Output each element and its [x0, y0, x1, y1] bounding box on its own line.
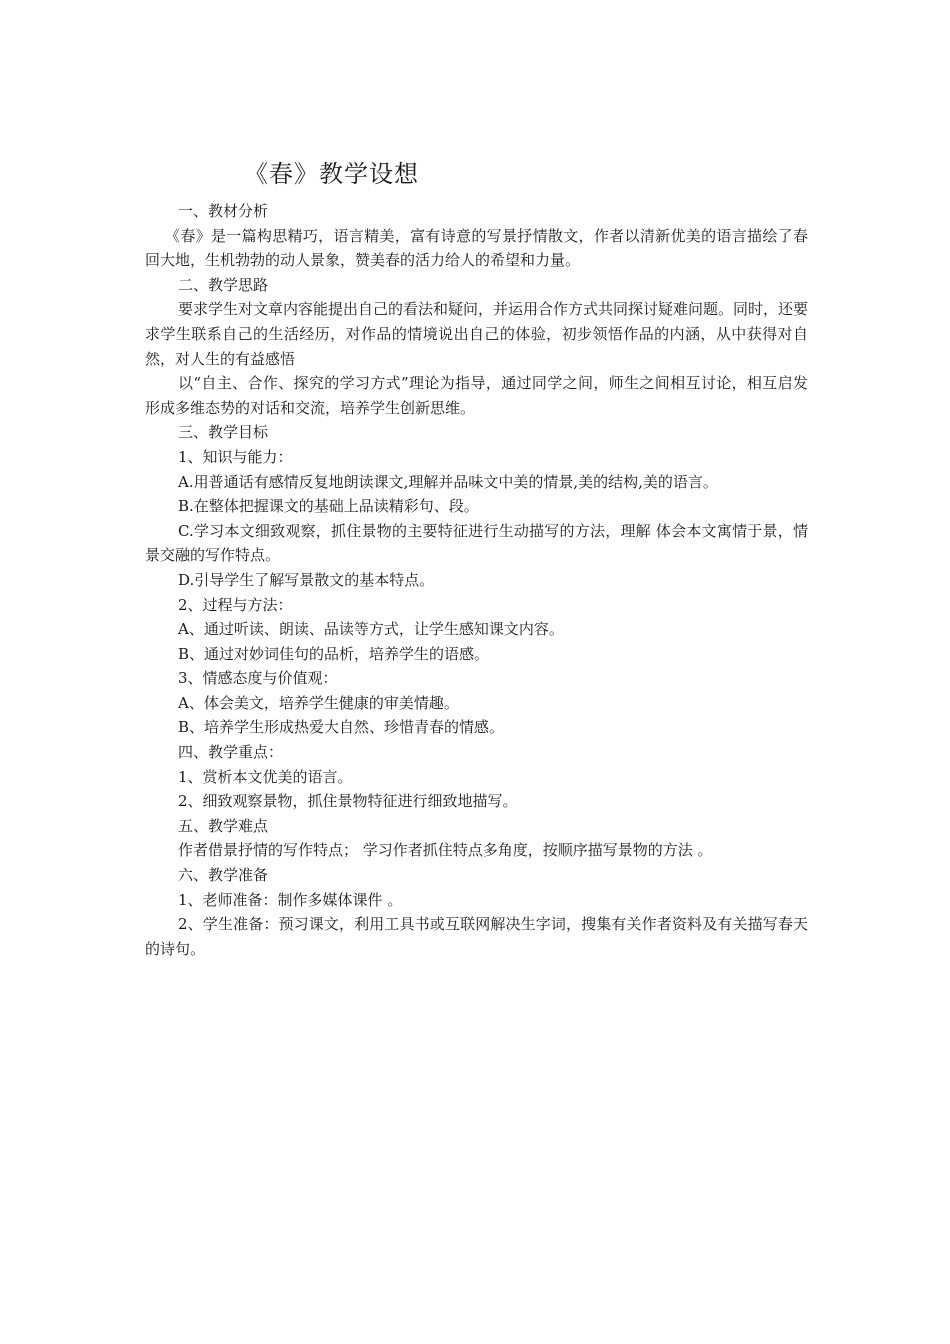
paragraph: 2、细致观察景物，抓住景物特征进行细致地描写。 [178, 792, 518, 811]
paragraph: 要求学生对文章内容能提出自己的看法和疑问，并运用合作方式共同探讨疑难问题。同时，还要求学生联系自己的生活经历，对作品的情境说出自己的体验，初步领悟作品的内涵，从中获得对自然，对人生的有益感悟 [145, 300, 809, 368]
paragraph: 一、教材分析 [178, 202, 269, 220]
paragraph: B、培养学生形成热爱大自然、珍惜青春的情感。 [178, 718, 505, 737]
paragraph: B.在整体把握课文的基础上品读精彩句、段。 [178, 497, 479, 516]
paragraph: D.引导学生了解写景散文的基本特点。 [178, 570, 435, 589]
paragraph: 三、教学目标 [178, 423, 269, 442]
paragraph: 3、情感态度与价值观： [178, 669, 338, 688]
paragraph: 2、过程与方法： [178, 595, 293, 614]
paragraph: 1、赏析本文优美的语言。 [178, 767, 353, 786]
paragraph: A、通过听读、朗读、品读等方式，让学生感知课文内容。 [178, 620, 564, 639]
paragraph: 六、教学准备 [178, 866, 269, 885]
paragraph: 以“自主、合作、探究的学习方式”理论为指导，通过同学之间，师生之间相互讨论，相互启发形成多维态势的对话和交流，培养学生创新思维。 [145, 374, 808, 417]
paragraph: 二、教学思路 [178, 275, 269, 294]
paragraph: 作者借景抒情的写作特点； 学习作者抓住特点多角度，按顺序描写景物的方法 。 [178, 841, 713, 860]
paragraph: 五、教学难点 [178, 816, 269, 835]
paragraph: C.学习本文细致观察，抓住景物的主要特征进行生动描写的方法，理解 体会本文寓情于景，情景交融的写作特点。 [145, 521, 808, 565]
paragraph: A.用普通话有感情反复地朗读课文,理解并品味文中美的情景,美的结构,美的语言。 [178, 472, 718, 491]
paragraph: B、通过对妙词佳句的品析，培养学生的语感。 [178, 644, 490, 663]
paragraph: 四、教学重点： [178, 743, 284, 762]
paragraph: 1、知识与能力： [178, 447, 293, 466]
paragraph: A、体会美文，培养学生健康的审美情趣。 [178, 693, 459, 712]
document-body [145, 199, 808, 961]
paragraph: 2、学生准备：预习课文，利用工具书或互联网解决生字词，搜集有关作者资料及有关描写春天的诗句。 [145, 915, 808, 958]
paragraph: 《春》是一篇构思精巧，语言精美，富有诗意的写景抒情散文，作者以清新优美的语言描绘了春回大地，生机勃勃的动人景象，赞美春的活力给人的希望和力量。 [145, 226, 808, 270]
paragraph: 1、老师准备：制作多媒体课件 。 [178, 890, 403, 909]
document-title: 《春》教学设想 [244, 160, 419, 188]
